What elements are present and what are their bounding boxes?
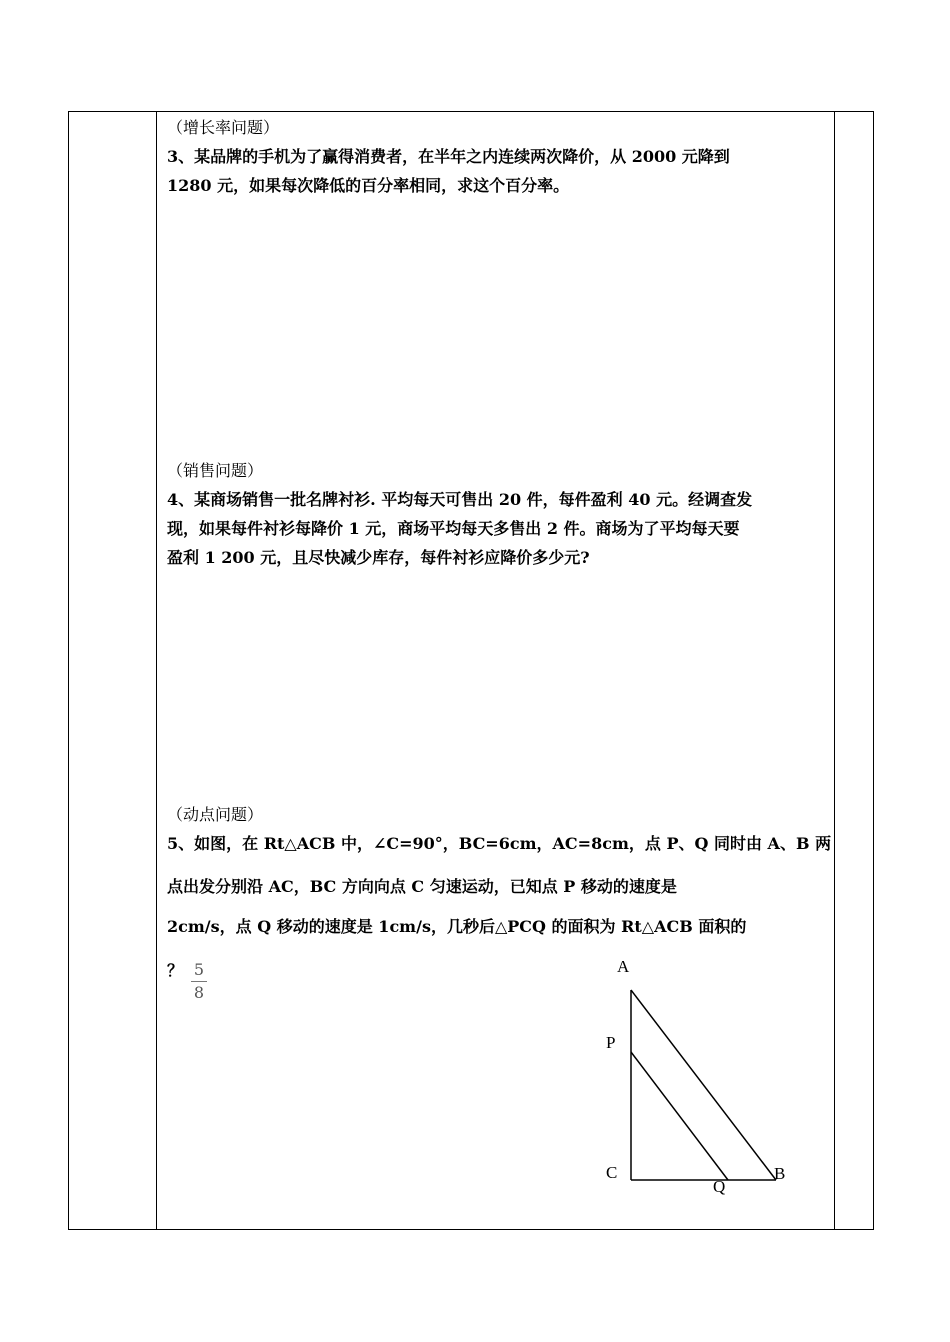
- fraction-five-eighths: [191, 961, 207, 1002]
- fraction-numerator: 5: [193, 960, 205, 979]
- problem-3-line-2: 1280 元，如果每次降低的百分率相同，求这个百分率。: [167, 176, 570, 195]
- problem-4-line-3: 盈利 1 200 元，且尽快减少库存，每件衬衫应降价多少元?: [167, 548, 590, 567]
- side-ab: [631, 990, 776, 1180]
- segment-pq: [631, 1052, 728, 1180]
- problem-5-line-3: 2cm/s，点 Q 移动的速度是 1cm/s，几秒后△PCQ 的面积为 Rt△ACB 面积的: [167, 917, 747, 936]
- problem-5: [167, 801, 832, 1002]
- problem-5-line-1: 5、如图，在 Rt△ACB 中，∠C=90°，BC=6cm，AC=8cm，点 P、Q 同时由 A、B 两: [167, 834, 832, 853]
- problem-4-line-1: 4、某商场销售一批名牌衬衫. 平均每天可售出 20 件，每件盈利 40 元。经调查发: [167, 490, 753, 509]
- problem-3-tag: （增长率问题）: [167, 118, 280, 137]
- point-label-c: C: [606, 1163, 618, 1182]
- problem-3-line-1: 3、某品牌的手机为了赢得消费者，在半年之内连续两次降价，从 2000 元降到: [167, 147, 730, 166]
- problem-5-line-2: 点出发分别沿 AC，BC 方向向点 C 匀速运动，已知点 P 移动的速度是: [167, 877, 677, 896]
- problem-4-line-2: 现，如果每件衬衫每降价 1 元，商场平均每天多售出 2 件。商场为了平均每天要: [167, 519, 740, 538]
- point-label-a: A: [617, 957, 630, 976]
- fraction-bar: [191, 981, 207, 982]
- fraction-denominator: 8: [193, 983, 205, 1002]
- column-divider-right: [834, 111, 835, 1230]
- point-label-p: P: [606, 1033, 616, 1052]
- triangle-diagram: [590, 950, 810, 1200]
- problem-5-tag: （动点问题）: [167, 805, 264, 824]
- column-divider-left: [156, 111, 157, 1230]
- problem-4: [167, 457, 829, 572]
- point-label-b: B: [774, 1164, 786, 1183]
- problem-5-line-4: ？: [167, 961, 184, 980]
- problem-4-tag: （销售问题）: [167, 461, 264, 480]
- problem-3: [167, 114, 829, 200]
- point-label-q: Q: [713, 1177, 726, 1196]
